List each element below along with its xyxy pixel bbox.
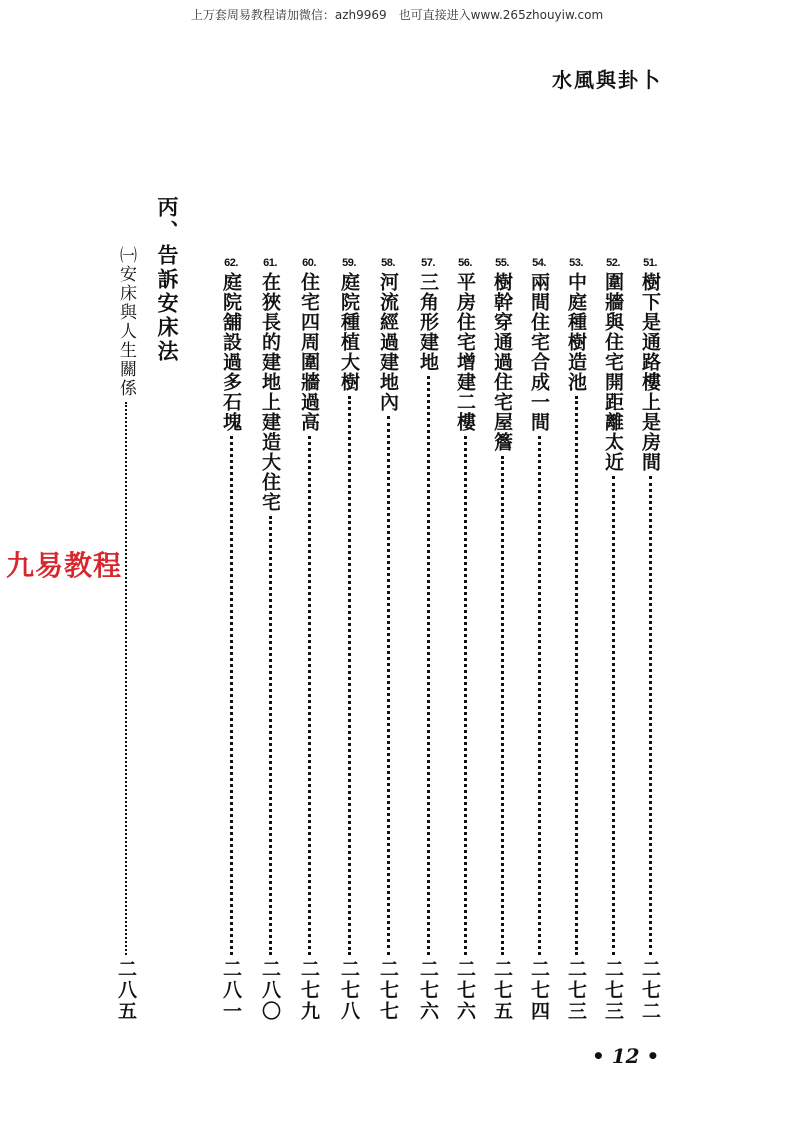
page-number: • 12 •: [592, 1044, 660, 1068]
entry-number: 54.: [532, 257, 546, 269]
entry-title: 兩間住宅合成一間: [528, 272, 550, 432]
toc-entry-59: [336, 256, 362, 1022]
entry-page: 二七五: [491, 959, 513, 1022]
entry-number: 58.: [381, 257, 395, 269]
entry-number: 57.: [421, 257, 435, 269]
toc-entry-61: [257, 256, 283, 1022]
entry-page: 二七七: [377, 959, 399, 1022]
entry-title: 樹下是通路樓上是房間: [639, 272, 661, 472]
watermark: 九易教程: [6, 549, 123, 582]
dot-leader: [538, 436, 541, 955]
entry-page: 二七九: [298, 959, 320, 1022]
top-banner: 上万套周易教程请加微信：azh9969 也可直接进入www.265zhouyiw.com: [190, 8, 604, 22]
toc-entry-57: [415, 256, 441, 1022]
entry-number: 51.: [643, 257, 657, 269]
dot-leader: [387, 416, 390, 955]
toc-entry-58: [375, 256, 401, 1022]
dot-leader: [269, 516, 272, 955]
entry-page: 二七八: [338, 959, 360, 1022]
dot-leader: [348, 396, 351, 955]
entry-title: 平房住宅增建二樓: [454, 272, 476, 432]
dot-leader: [649, 476, 652, 955]
entry-title: 樹幹穿通過住宅屋簷: [491, 272, 513, 452]
entry-title: 圍牆與住宅開距離太近: [602, 272, 624, 472]
entry-page: 二七三: [565, 959, 587, 1022]
section-heading-text: 丙、告訴安床法: [155, 196, 179, 364]
dot-leader: [125, 402, 127, 955]
entry-title: 在狹長的建地上建造大住宅: [259, 272, 281, 512]
entry-number: 60.: [302, 257, 316, 269]
dot-leader: [427, 376, 430, 955]
entry-number: 55.: [495, 257, 509, 269]
toc-entry-62: [218, 256, 244, 1022]
sub-entry-page: 二八五: [115, 959, 137, 1022]
entry-title: 庭院種植大樹: [338, 272, 360, 392]
dot-leader: [464, 436, 467, 955]
entry-page: 二八〇: [259, 959, 281, 1022]
dot-leader: [575, 396, 578, 955]
entry-number: 56.: [458, 257, 472, 269]
toc-entry-60: [296, 256, 322, 1022]
dot-leader: [612, 476, 615, 955]
entry-page: 二七二: [639, 959, 661, 1022]
dot-leader: [230, 436, 233, 955]
book-title: 水風與卦卜: [552, 68, 662, 92]
entry-title: 河流經過建地內: [377, 272, 399, 412]
entry-page: 二八一: [220, 959, 242, 1022]
entry-title: 中庭種樹造池: [565, 272, 587, 392]
entry-title: 三角形建地: [417, 272, 439, 372]
entry-number: 62.: [224, 257, 238, 269]
dot-leader: [308, 436, 311, 955]
toc-entry-55: [489, 256, 515, 1022]
sub-entry-label: ㈠安床與人生關係: [116, 246, 136, 398]
entry-page: 二七三: [602, 959, 624, 1022]
entry-page: 二七六: [417, 959, 439, 1022]
entry-number: 61.: [263, 257, 277, 269]
section-heading: [152, 196, 188, 368]
toc-entry-54: [526, 256, 552, 1022]
entry-page: 二七六: [454, 959, 476, 1022]
entry-title: 住宅四周圍牆過高: [298, 272, 320, 432]
entry-number: 59.: [342, 257, 356, 269]
entry-page: 二七四: [528, 959, 550, 1022]
sub-entry: [113, 246, 139, 1022]
entry-title: 庭院舖設過多石塊: [220, 272, 242, 432]
toc-entry-56: [452, 256, 478, 1022]
toc-entry-53: [563, 256, 589, 1022]
dot-leader: [501, 456, 504, 955]
toc-entry-51: [637, 256, 663, 1022]
entry-number: 52.: [606, 257, 620, 269]
entry-number: 53.: [569, 257, 583, 269]
toc-entry-52: [600, 256, 626, 1022]
